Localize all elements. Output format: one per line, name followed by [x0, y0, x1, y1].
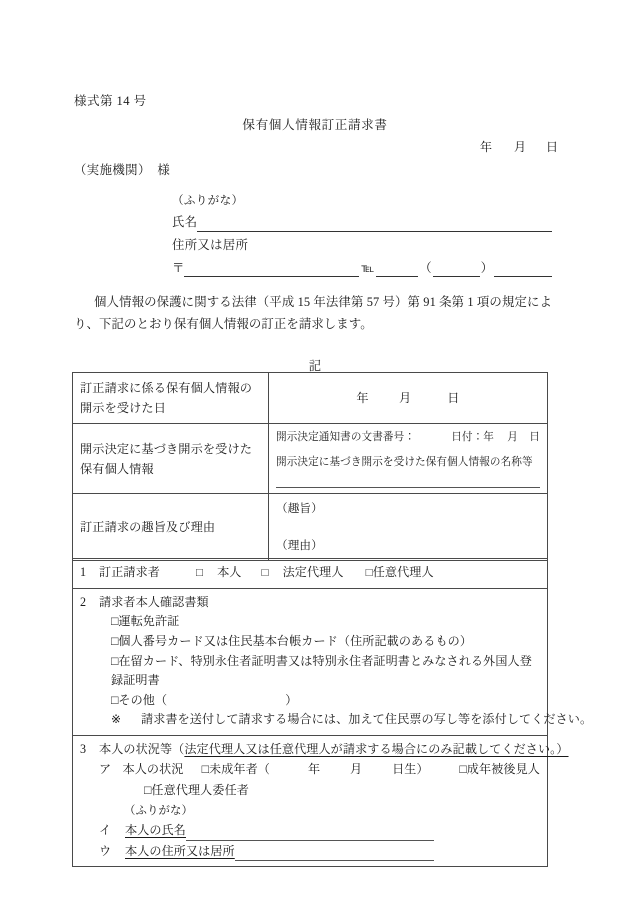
id-option-other-close: ） [285, 692, 298, 707]
section-3-furigana-label: （ふりがな） [124, 804, 193, 817]
tel-paren-open: （ [419, 260, 432, 275]
section-1-title: 訂正請求者 [99, 565, 160, 579]
minor-birth-month: 月 [350, 762, 363, 777]
section-2-title: 請求者本人確認書類 [99, 594, 209, 609]
decision-date-year: 年 [483, 432, 494, 444]
disclosure-date-label: 訂正請求に係る保有個人情報の開示を受けた日 [73, 373, 269, 424]
principal-address-row [80, 842, 540, 862]
applicant-details-table [72, 558, 593, 867]
section-3-title-underlined: 法定代理人又は任意代理人が請求する場合にのみ記載してください。） [184, 741, 569, 756]
name-label: 氏名 [172, 215, 198, 230]
id-option-other[interactable] [80, 691, 540, 711]
tel-area-rule[interactable] [376, 263, 418, 277]
section-3-cell [73, 735, 569, 866]
checkbox-voluntary-representative-label: 任意代理人 [372, 565, 434, 579]
decision-date-label: 日付： [451, 432, 484, 444]
header-date-year: 年 [479, 140, 492, 154]
disclosure-date-month: 月 [399, 391, 412, 406]
item-a-marker: ア [99, 762, 112, 777]
telephone-icon: ℡ [361, 261, 375, 276]
item-c-marker: ウ [99, 843, 112, 858]
item-b-label: 本人の氏名 [125, 823, 186, 838]
minor-birth-year: 年 [307, 762, 321, 777]
section-2-heading [80, 593, 540, 613]
section-2-cell [73, 588, 593, 735]
furigana-label: （ふりがな） [172, 194, 244, 207]
item-b-marker: イ [99, 823, 112, 838]
tel-prefix-rule[interactable] [433, 263, 480, 277]
requester-type-row [80, 563, 540, 583]
tel-paren-close: ） [480, 260, 494, 275]
disclosure-date-year: 年 [356, 391, 369, 406]
section-2-note [80, 710, 593, 730]
id-option-drivers-license[interactable]: □運転免許証 [111, 614, 180, 629]
document-number-line [276, 429, 540, 446]
name-input-rule[interactable] [197, 218, 552, 232]
section-3-number: 3 [80, 741, 87, 756]
table-row [73, 588, 548, 735]
checkbox-self-label: 本人 [217, 565, 242, 579]
decision-date-month: 月 [507, 432, 518, 444]
table-row [73, 559, 548, 589]
agency-addressee: （実施機関） 様 [74, 163, 171, 177]
note-asterisk-icon: ※ [111, 712, 122, 727]
reason-label: （理由） [276, 539, 323, 553]
postal-tel-row [172, 259, 552, 278]
document-number-label: 開示決定通知書の文書番号： [276, 432, 416, 444]
principal-address-input[interactable] [235, 847, 434, 861]
statute-text: 個人情報の保護に関する法律（平成 15 年法律第 57 号）第 91 条第 1 項の規定により、下記のとおり保有個人情報の訂正を請求します。 [74, 295, 552, 331]
section-3-heading [80, 740, 569, 760]
principal-name-row [80, 821, 540, 841]
name-field-row [172, 213, 552, 232]
ki-marker: 記 [308, 359, 322, 373]
item-c-label: 本人の住所又は居所 [125, 843, 235, 858]
id-option-other-label: □その他（ [111, 692, 168, 707]
document-title: 保有個人情報訂正請求書 [242, 118, 388, 132]
header-date-day: 日 [545, 140, 558, 154]
section-1-cell [73, 559, 548, 589]
table-row [73, 373, 548, 424]
address-input-rule[interactable] [184, 263, 359, 277]
postal-code-icon: 〒 [172, 260, 185, 275]
checkbox-voluntary-delegator[interactable]: □任意代理人委任者 [144, 782, 249, 797]
table-row [73, 494, 548, 561]
id-option-residence-card[interactable]: □在留カード、特別永住者証明書又は特別永住者証明書とみなされる外国人登録証明書 [111, 653, 532, 688]
minor-birth-day: 日生） [392, 762, 429, 777]
decision-date-day: 日 [529, 432, 540, 444]
checkbox-voluntary-representative[interactable]: □ [365, 566, 373, 579]
checkbox-self[interactable]: □ [195, 566, 204, 579]
section-3-title-plain: 本人の状況等（ [99, 741, 185, 756]
table-row [73, 735, 548, 866]
purpose-label: （趣旨） [276, 502, 323, 516]
disclosure-date-value[interactable] [269, 373, 548, 424]
purpose-reason-value[interactable] [269, 494, 548, 561]
section-1-number: 1 [80, 565, 87, 579]
address-label: 住所又は居所 [172, 238, 249, 252]
disclosure-date-day: 日 [447, 391, 460, 406]
statute-paragraph [74, 292, 552, 335]
header-date-line [480, 138, 558, 156]
tel-number-rule[interactable] [494, 263, 552, 277]
form-number: 様式第 14 号 [74, 94, 147, 108]
applicant-block [172, 192, 552, 277]
main-information-table [72, 372, 548, 561]
disclosed-info-name-label: 開示決定に基づき開示を受けた保有個人情報の名称等 [276, 456, 533, 468]
checkbox-adult-ward[interactable]: □成年被後見人 [459, 762, 540, 777]
disclosed-info-name-rule[interactable] [276, 486, 540, 488]
header-date-month: 月 [513, 140, 526, 154]
disclosed-info-value[interactable] [269, 424, 548, 494]
checkbox-minor[interactable]: □未成年者（ [201, 762, 270, 777]
checkbox-legal-representative-label: 法定代理人 [282, 565, 344, 579]
id-option-mynumber-card[interactable]: □個人番号カード又は住民基本台帳カード（住所記載のあるもの） [111, 633, 473, 648]
principal-name-input[interactable] [186, 827, 434, 841]
principal-status-row [80, 760, 540, 780]
section-2-number: 2 [80, 594, 87, 609]
section-2-note-text: 請求書を送付して請求する場合には、加えて住民票の写し等を添付してください。 [141, 712, 593, 727]
checkbox-legal-representative[interactable]: □ [261, 566, 269, 579]
table-row [73, 424, 548, 494]
item-a-label: 本人の状況 [122, 762, 184, 777]
purpose-reason-label: 訂正請求の趣旨及び理由 [73, 494, 269, 561]
disclosed-info-label: 開示決定に基づき開示を受けた保有個人情報 [73, 424, 269, 494]
